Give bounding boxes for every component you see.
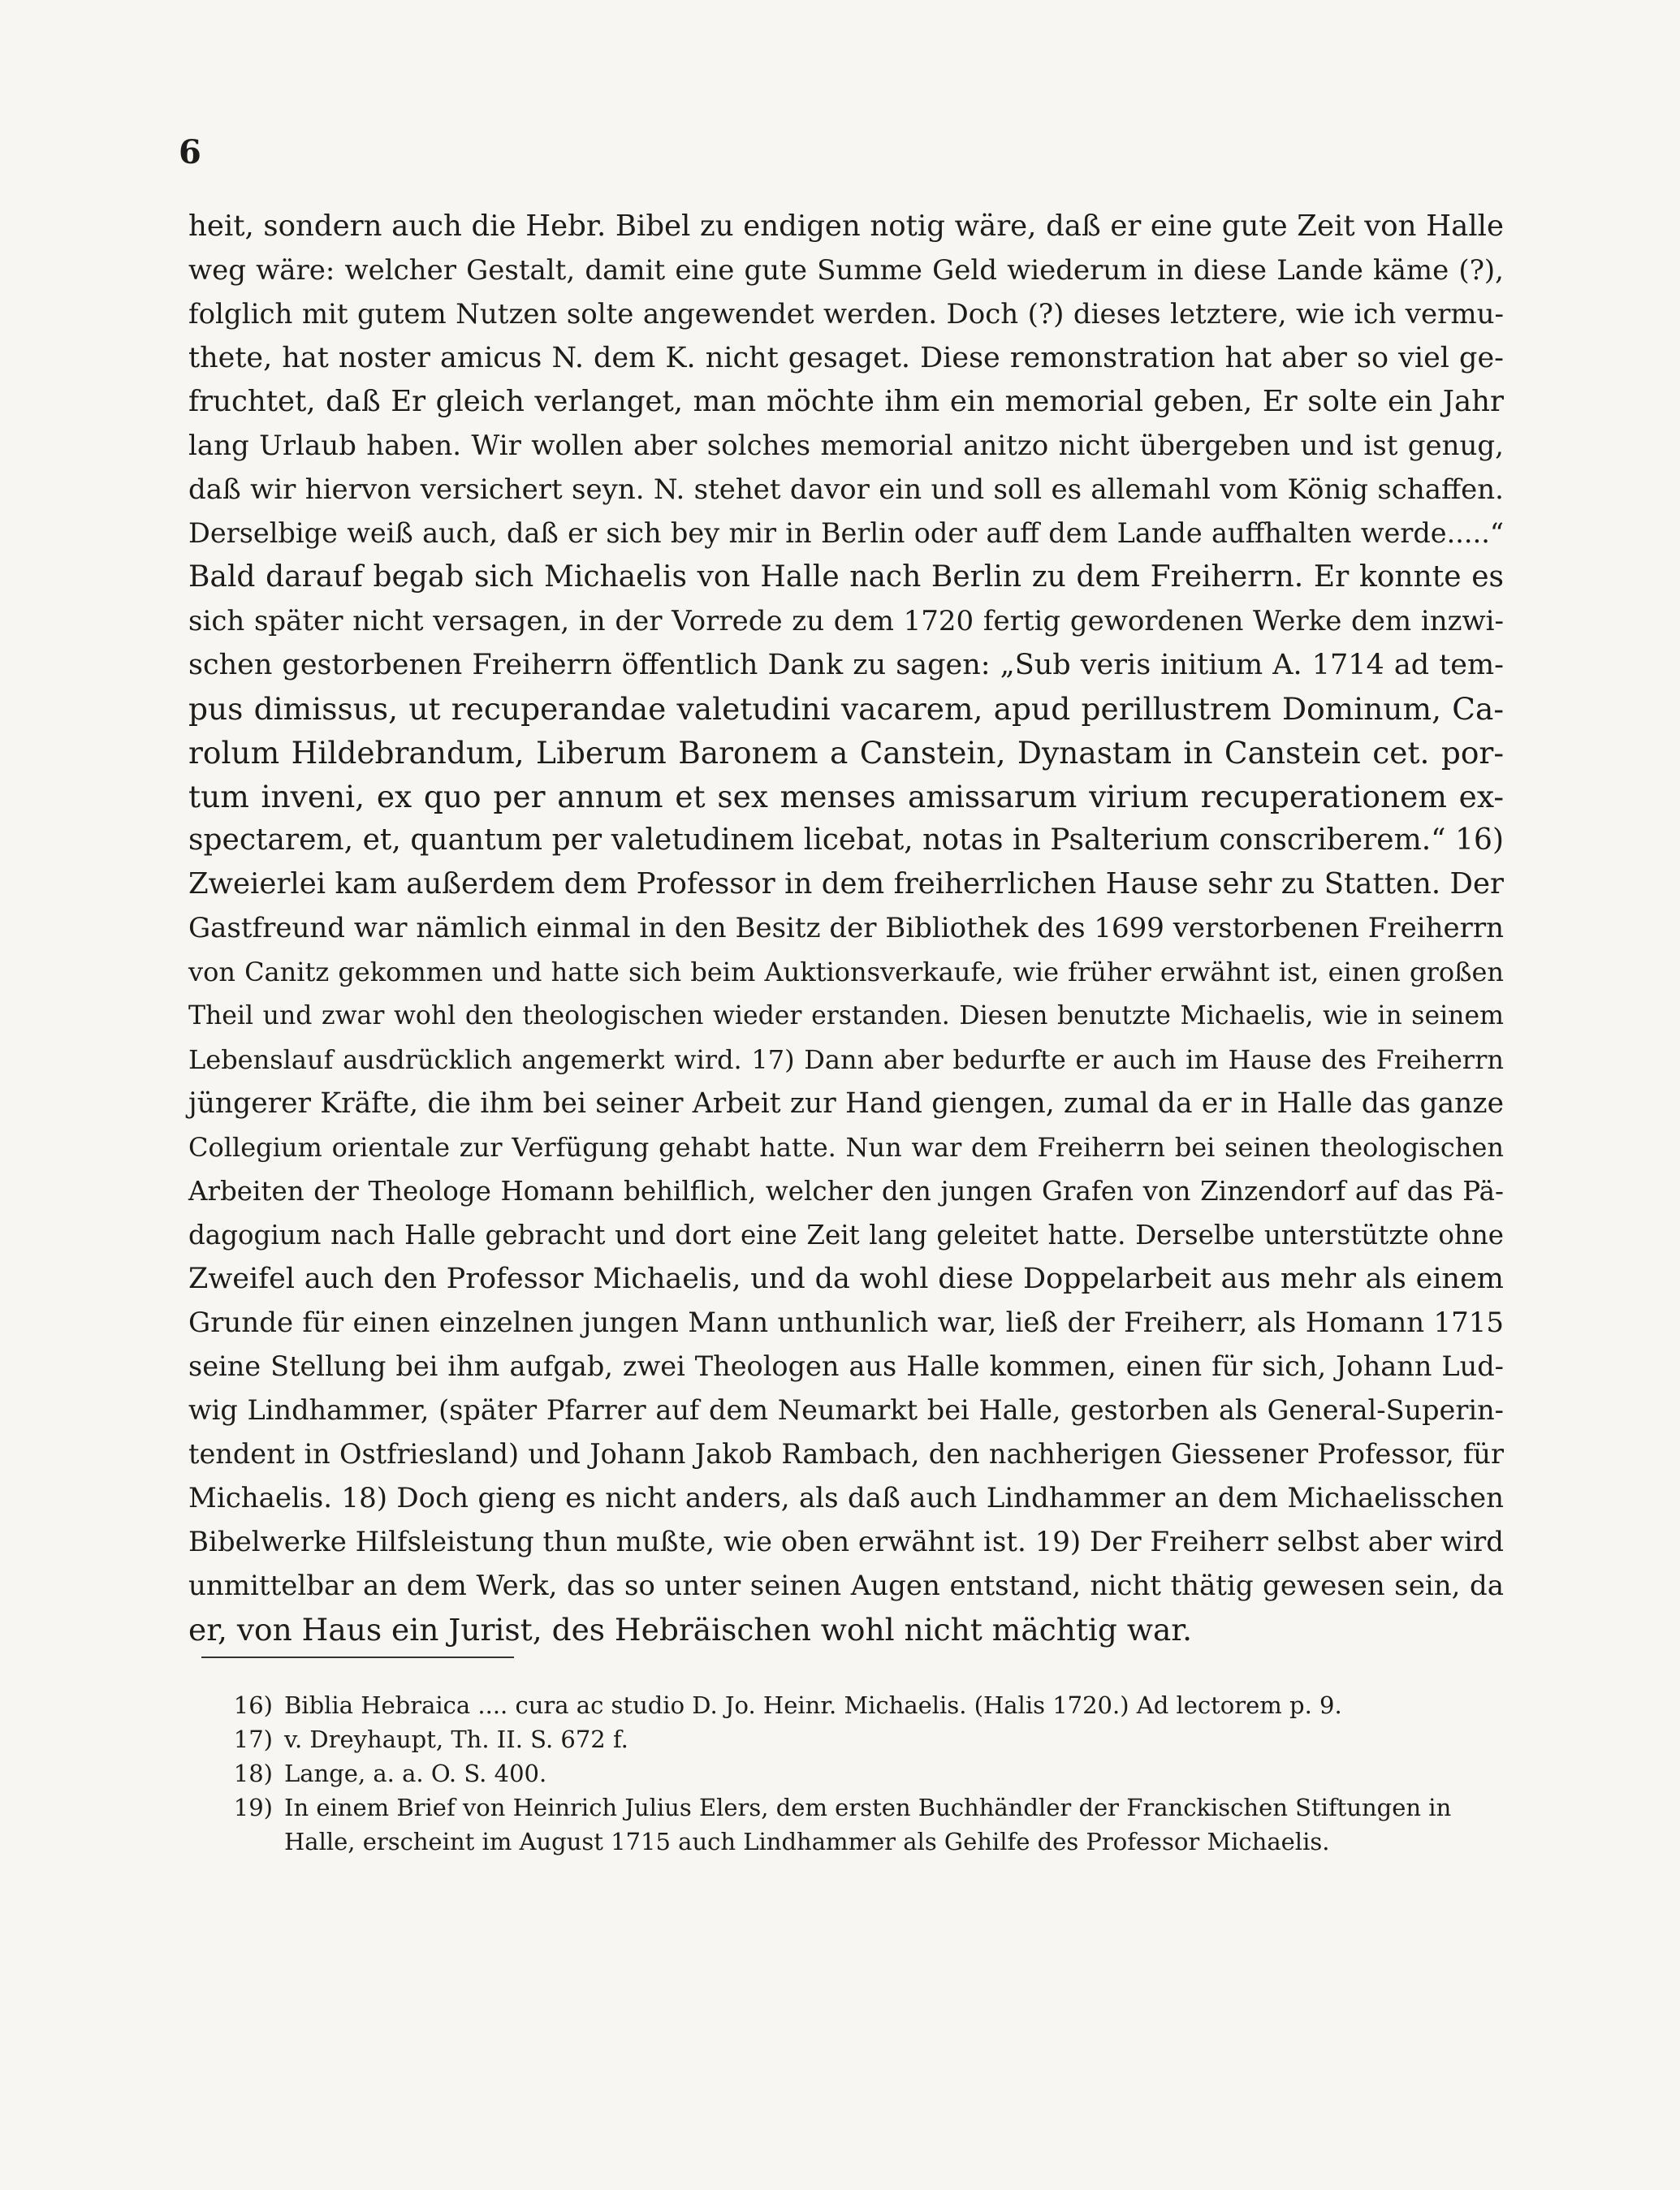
- text-line: Collegium orientale zur Verfügung gehabt hatte. Nun war dem Freiherrn bei seinen theologischen: [188, 1132, 1504, 1163]
- text-line: weg wäre: welcher Gestalt, damit eine gute Summe Geld wiederum in diese Lande käme (?),: [188, 254, 1504, 287]
- text-line: folglich mit gutem Nutzen solte angewendet werden. Doch (?) dieses letztere, wie ich vermu-: [188, 298, 1504, 330]
- text-line: tendent in Ostfriesland) und Johann Jakob Rambach, den nachherigen Giessener Professor, für: [188, 1438, 1504, 1470]
- text-line: seine Stellung bei ihm aufgab, zwei Theologen aus Halle kommen, einen für sich, Johann Lud-: [188, 1350, 1504, 1382]
- text-line: pus dimissus, ut recuperandae valetudini vacarem, apud perillustrem Dominum, Ca-: [188, 691, 1504, 727]
- text-line: von Canitz gekommen und hatte sich beim Auktionsverkaufe, wie früher erwähnt ist, einen großen: [188, 957, 1504, 987]
- text-line: dagogium nach Halle gebracht und dort eine Zeit lang geleitet hatte. Derselbe unterstützte ohne: [188, 1220, 1504, 1251]
- body-text: [188, 205, 1504, 1652]
- text-line: schen gestorbenen Freiherrn öffentlich Dank zu sagen: „Sub veris initium A. 1714 ad tem-: [188, 649, 1504, 681]
- footnote-text: v. Dreyhaupt, Th. II. S. 672 f.: [284, 1726, 628, 1753]
- text-line: thete, hat noster amicus N. dem K. nicht gesaget. Diese remonstration hat aber so viel ge-: [188, 342, 1504, 374]
- text-line: jüngerer Kräfte, die ihm bei seiner Arbeit zur Hand giengen, zumal da er in Halle das ganze: [188, 1087, 1504, 1120]
- text-line: lang Urlaub haben. Wir wollen aber solches memorial anitzo nicht übergeben und ist genug,: [188, 430, 1504, 462]
- footnote-text: In einem Brief von Heinrich Julius Elers, dem ersten Buchhändler der Franckischen Stiftungen in: [284, 1794, 1452, 1821]
- text-line: Derselbige weiß auch, daß er sich bey mir in Berlin oder auff dem Lande auffhalten werde.....“: [188, 517, 1504, 549]
- text-line: Bald darauf begab sich Michaelis von Halle nach Berlin zu dem Freiherrn. Er konnte es: [188, 560, 1504, 594]
- footnotes: [188, 1688, 1510, 1859]
- page-number: 6: [179, 133, 201, 171]
- text-line: Zweifel auch den Professor Michaelis, und da wohl diese Doppelarbeit aus mehr als einem: [188, 1263, 1504, 1295]
- text-line: er, von Haus ein Jurist, des Hebräischen wohl nicht mächtig war.: [188, 1612, 1193, 1648]
- footnote: [188, 1722, 1510, 1756]
- text-line: fruchtet, daß Er gleich verlanget, man möchte ihm ein memorial geben, Er solte ein Jahr: [188, 385, 1504, 418]
- text-line: heit, sondern auch die Hebr. Bibel zu endigen notig wäre, daß er eine gute Zeit von Halle: [188, 209, 1504, 243]
- footnote-number: 18): [233, 1760, 273, 1787]
- text-line: Michaelis. 18) Doch gieng es nicht anders, als daß auch Lindhammer an dem Michaelisschen: [188, 1482, 1504, 1514]
- text-line: Lebenslauf ausdrücklich angemerkt wird. 17) Dann aber bedurfte er auch im Hause des Freiherrn: [188, 1044, 1504, 1075]
- text-line: Grunde für einen einzelnen jungen Mann unthunlich war, ließ der Freiherr, als Homann 1715: [188, 1307, 1504, 1339]
- footnote: [188, 1688, 1510, 1722]
- footnote: [188, 1790, 1510, 1825]
- text-line: unmittelbar an dem Werk, das so unter seinen Augen entstand, nicht thätig gewesen sein, da: [188, 1570, 1504, 1602]
- text-line: sich später nicht versagen, in der Vorrede zu dem 1720 fertig gewordenen Werke dem inzwi-: [188, 605, 1504, 637]
- footnote-continuation: Halle, erscheint im August 1715 auch Lindhammer als Gehilfe des Professor Michaelis.: [284, 1828, 1330, 1855]
- footnote-divider: [201, 1657, 514, 1658]
- text-line: Theil und zwar wohl den theologischen wieder erstanden. Diesen benutzte Michaelis, wie in seinem: [188, 1001, 1504, 1030]
- text-line: Bibelwerke Hilfsleistung thun mußte, wie oben erwähnt ist. 19) Der Freiherr selbst aber wird: [188, 1526, 1504, 1558]
- footnote: [188, 1756, 1510, 1790]
- text-line: tum inveni, ex quo per annum et sex menses amissarum virium recuperationem ex-: [188, 779, 1504, 814]
- text-line: spectarem, et, quantum per valetudinem licebat, notas in Psalterium conscriberem.“ 16): [188, 823, 1504, 857]
- footnote-text: Biblia Hebraica .... cura ac studio D. Jo. Heinr. Michaelis. (Halis 1720.) Ad lectorem p. 9.: [284, 1691, 1342, 1719]
- text-line: Zweierlei kam außerdem dem Professor in dem freiherrlichen Hause sehr zu Statten. Der: [188, 867, 1504, 901]
- footnote-number: 17): [233, 1726, 273, 1753]
- text-line: Gastfreund war nämlich einmal in den Besitz der Bibliothek des 1699 verstorbenen Freiherrn: [188, 912, 1504, 944]
- footnote-text: Lange, a. a. O. S. 400.: [284, 1760, 547, 1787]
- text-line: Arbeiten der Theologe Homann behilflich, welcher den jungen Grafen von Zinzendorf auf das Pä-: [188, 1176, 1504, 1207]
- text-line: wig Lindhammer, (später Pfarrer auf dem Neumarkt bei Halle, gestorben als General-Superin-: [188, 1394, 1504, 1426]
- text-line: daß wir hiervon versichert seyn. N. stehet davor ein und soll es allemahl vom König schaffen.: [188, 473, 1504, 506]
- footnote-number: 19): [233, 1794, 273, 1821]
- footnote-number: 16): [233, 1691, 273, 1719]
- text-line: rolum Hildebrandum, Liberum Baronem a Canstein, Dynastam in Canstein cet. por-: [188, 735, 1504, 771]
